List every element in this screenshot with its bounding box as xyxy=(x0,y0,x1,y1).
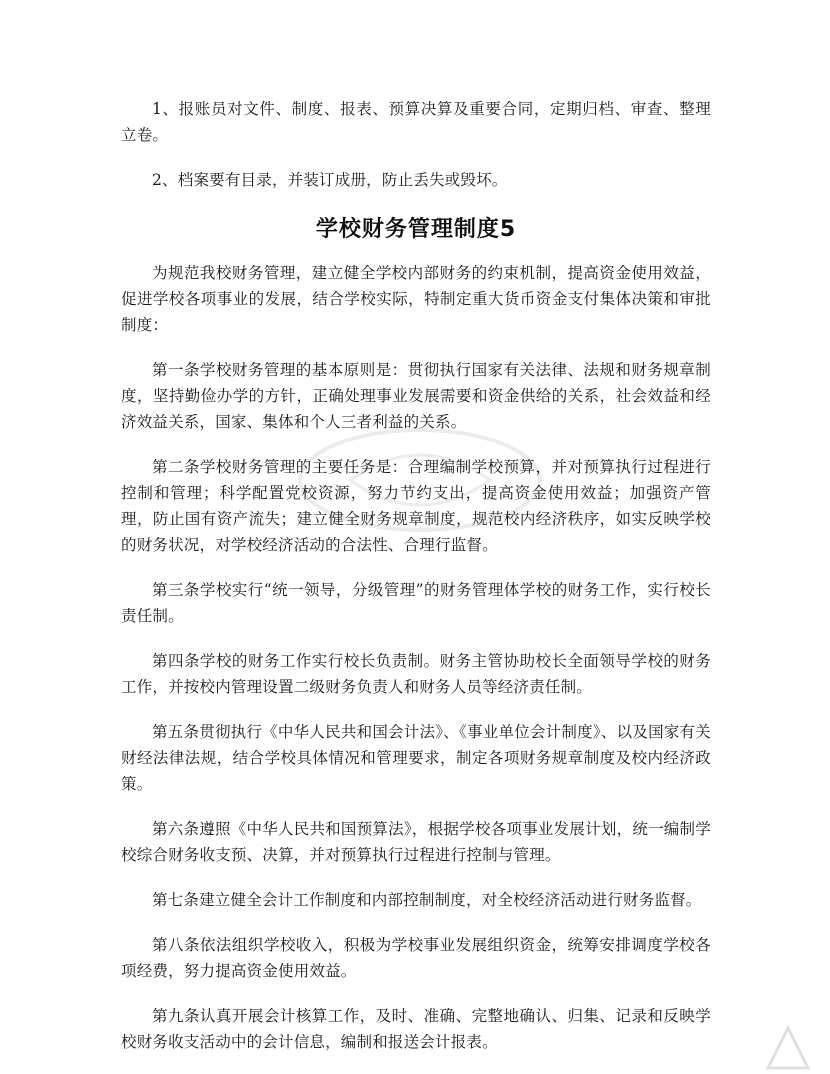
body-paragraph: 第五条贯彻执行《中华人民共和国会计法》、《事业单位会计制度》、以及国家有关财经法律法规，结合学校具体情况和管理要求，制定各项财务规章制度及校内经济政策。 xyxy=(121,723,711,793)
body-paragraph: 第二条学校财务管理的主要任务是：合理编制学校预算，并对预算执行过程进行控制和管理；科学配置党校资源，努力节约支出，提高资金使用效益；加强资产管理，防止国有资产流失；建立健全财务规章制度，规范校内经济秩序，如实反映学校的财务状况，对学校经济活动的合法性、合理行监督。 xyxy=(121,458,711,554)
body-paragraph: 第六条遵照《中华人民共和国预算法》，根据学校各项事业发展计划，统一编制学校综合财务收支预、决算，并对预算执行过程进行控制与管理。 xyxy=(121,820,711,864)
intro-paragraph-2: 2、档案要有目录，并装订成册，防止丢失或毁坏。 xyxy=(152,171,508,189)
body-paragraph: 第四条学校的财务工作实行校长负责制。财务主管协助校长全面领导学校的财务工作，并按校内管理设置二级财务负责人和财务人员等经济责任制。 xyxy=(121,652,711,696)
body-paragraph: 第一条学校财务管理的基本原则是：贯彻执行国家有关法律、法规和财务规章制度，坚持勤俭办学的方针，正确处理事业发展需要和资金供给的关系，社会效益和经济效益关系，国家、集体和个人三者利益的关系。 xyxy=(121,361,711,431)
body-paragraph: 第七条建立健全会计工作制度和内部控制制度，对全校经济活动进行财务监督。 xyxy=(152,891,702,909)
document-title: 学校财务管理制度5 xyxy=(315,217,517,242)
document-content xyxy=(121,96,711,1074)
body-paragraph: 第九条认真开展会计核算工作，及时、准确、完整地确认、归集、记录和反映学校财务收支活动中的会计信息，编制和报送会计报表。 xyxy=(121,1007,711,1051)
body-paragraph: 为规范我校财务管理，建立健全学校内部财务的约束机制，提高资金使用效益，促进学校各项事业的发展，结合学校实际，特制定重大货币资金支付集体决策和审批制度： xyxy=(121,264,711,334)
intro-paragraph-1: 1、报账员对文件、制度、报表、预算决算及重要合同，定期归档、审查、整理立卷。 xyxy=(121,100,711,144)
corner-watermark-icon xyxy=(758,1018,818,1074)
body-paragraph: 第八条依法组织学校收入，积极为学校事业发展组织资金，统筹安排调度学校各项经费，努力提高资金使用效益。 xyxy=(121,936,711,980)
body-paragraph: 第三条学校实行“统一领导，分级管理”的财务管理体学校的财务工作，实行校长责任制。 xyxy=(121,581,711,625)
